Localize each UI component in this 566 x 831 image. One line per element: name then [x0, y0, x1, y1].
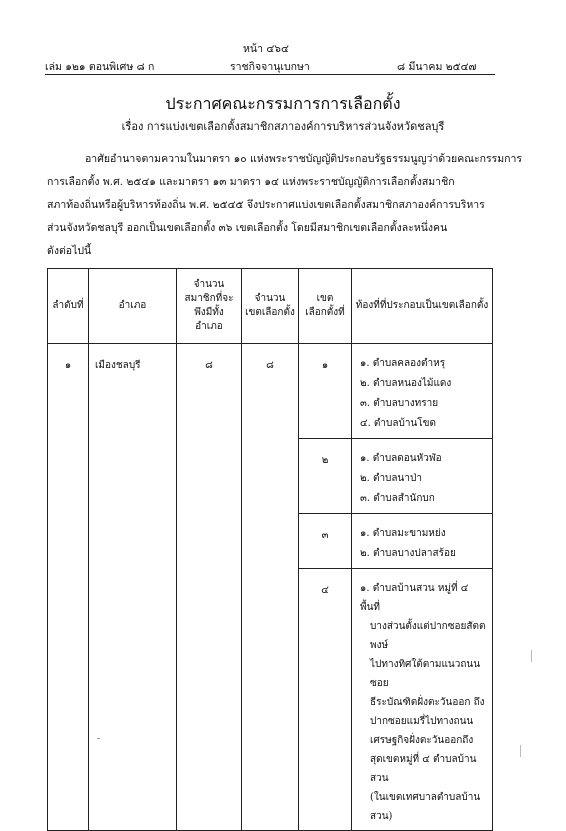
- table-row: [48, 344, 493, 439]
- list-item: (ในเขตเทศบาลตำบลบ้านสวน): [370, 792, 481, 822]
- list-item: บางส่วนตั้งแต่ปากซอยสัตตพงษ์: [370, 621, 486, 651]
- cell-zone-1-number: ๑: [299, 344, 352, 439]
- body-line-3: สภาท้องถิ่นหรือผู้บริหารท้องถิ่น พ.ศ. ๒๕๔๕ จึงประกาศแบ่งเขตเลือกตั้งสมาชิกสภาองค์การบริหาร: [47, 199, 485, 211]
- cell-zone-3-localities: [352, 514, 493, 569]
- list-item: ๒. ตำบลหนองไม้แดง: [360, 378, 452, 389]
- list-item: ๑. ตำบลบ้านสวน หมู่ที่ ๔ พื้นที่: [360, 583, 469, 613]
- list-item: ๒. ตำบลบางปลาสร้อย: [360, 548, 456, 559]
- volume-issue: เล่ม ๑๒๑ ตอนพิเศษ ๘ ก: [45, 61, 155, 73]
- cell-order: ๑: [48, 344, 89, 831]
- list-item: ๑. ตำบลดอนหัวฬ่อ: [360, 453, 442, 464]
- scan-speck: [520, 745, 521, 757]
- header-localities: ท้องที่ที่ประกอบเป็นเขตเลือกตั้ง: [352, 269, 493, 344]
- list-item: ๔. ตำบลบ้านโขด: [360, 418, 437, 429]
- list-item: ๓. ตำบลบางทราย: [360, 398, 439, 409]
- cell-members: ๘: [177, 344, 242, 831]
- header-district: อำเภอ: [89, 269, 177, 344]
- list-item: สุดเขตหมู่ที่ ๔ ตำบลบ้านสวน: [370, 754, 477, 784]
- header-zone-number: เขต เลือกตั้งที่: [299, 269, 352, 344]
- page-subtitle: เรื่อง การแบ่งเขตเลือกตั้งสมาชิกสภาองค์การบริหารส่วนจังหวัดชลบุรี: [121, 120, 445, 133]
- body-line-2: การเลือกตั้ง พ.ศ. ๒๕๔๑ และมาตรา ๑๓ มาตรา ๑๔ แห่งพระราชบัญญัติการเลือกตั้งสมาชิก: [47, 176, 455, 188]
- header-rule: [45, 74, 495, 75]
- list-item: ๓. ตำบลสำนักบก: [360, 493, 435, 504]
- body-line-1: อาศัยอำนาจตามความในมาตรา ๑๐ แห่งพระราชบัญญัติประกอบรัฐธรรมนูญว่าด้วยคณะกรรมการ: [85, 153, 523, 165]
- cell-zone-4-number: ๔: [299, 569, 352, 831]
- header-order: ลำดับที่: [48, 269, 89, 344]
- list-item: เศรษฐกิจฝั่งตะวันออกถึง: [370, 735, 474, 746]
- page-number: หน้า ๔๖๔: [243, 43, 289, 55]
- header-zones: จำนวน เขตเลือกตั้ง: [242, 269, 299, 344]
- cell-zone-3-number: ๓: [299, 514, 352, 569]
- cell-district: เมืองชลบุรี: [89, 344, 177, 831]
- cell-zone-2-localities: [352, 439, 493, 514]
- list-item: ธีระบัณฑิตฝั่งตะวันออก ถึง: [370, 697, 485, 708]
- publication-date: ๘ มีนาคม ๒๕๔๗: [397, 61, 477, 73]
- cell-zone-2-number: ๒: [299, 439, 352, 514]
- list-item: ๑. ตำบลคลองตำหรุ: [360, 358, 446, 369]
- publication-name: ราชกิจจานุเบกษา: [230, 61, 310, 73]
- list-item: ๑. ตำบลมะขามหย่ง: [360, 528, 446, 539]
- body-line-5: ดังต่อไปนี้: [47, 245, 92, 257]
- table-header-row: [48, 269, 493, 344]
- electoral-zone-table: [47, 268, 493, 831]
- header-members: จำนวน สมาชิกที่จะ พึงมีทั้ง อำเภอ: [177, 269, 242, 344]
- cell-zone-1-localities: [352, 344, 493, 439]
- cell-zones: ๘: [242, 344, 299, 831]
- scan-speck: [97, 738, 100, 739]
- list-item: ไปทางทิศใต้ตามแนวถนนซอย: [370, 659, 481, 689]
- page-title: ประกาศคณะกรรมการการเลือกตั้ง: [165, 94, 401, 113]
- scan-speck: [531, 650, 532, 662]
- list-item: ๒. ตำบลนาป่า: [360, 473, 422, 484]
- list-item: ปากซอยแมรี่ไปทางถนน: [370, 716, 474, 727]
- cell-zone-4-localities: [352, 569, 493, 831]
- body-line-4: ส่วนจังหวัดชลบุรี ออกเป็นเขตเลือกตั้ง ๓๖ เขตเลือกตั้ง โดยมีสมาชิกเขตเลือกตั้งละหนึ่งคน: [47, 222, 448, 234]
